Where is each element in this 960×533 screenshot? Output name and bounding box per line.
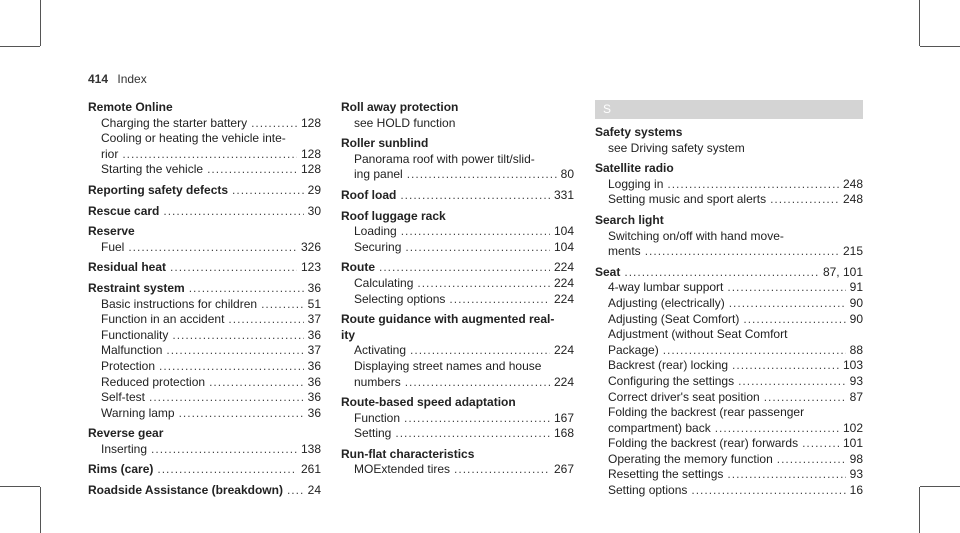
- index-entry: [88, 281, 321, 421]
- index-subentry-line: [341, 343, 574, 359]
- index-subentry[interactable]: Loading: [354, 224, 397, 239]
- index-subentry[interactable]: Adjusting (Seat Comfort): [608, 311, 740, 326]
- page-ref[interactable]: 101: [842, 436, 863, 451]
- leader-dots: [802, 436, 839, 452]
- index-subentry[interactable]: Charging the starter battery: [101, 115, 248, 130]
- page-ref[interactable]: 248: [842, 192, 863, 207]
- entry-gap: [88, 499, 321, 504]
- index-entry: [341, 447, 574, 478]
- leader-dots: [727, 280, 845, 296]
- index-subentry[interactable]: compartment) back: [608, 420, 711, 435]
- index-subentry-line: [595, 244, 863, 260]
- index-subentry[interactable]: Protection: [101, 358, 156, 373]
- page-ref[interactable]: 80: [560, 167, 574, 182]
- index-entry-title[interactable]: Route guidance with augmented real-: [341, 312, 555, 327]
- page-ref[interactable]: 93: [849, 373, 863, 388]
- index-subentry[interactable]: Malfunction: [101, 343, 163, 358]
- index-entry: [341, 136, 574, 183]
- index-subentry[interactable]: Setting options: [608, 483, 688, 498]
- page-ref[interactable]: 168: [553, 426, 574, 441]
- index-entry-title-line: [88, 281, 321, 297]
- leader-dots: [122, 147, 297, 163]
- index-entry-title-line: [341, 100, 574, 116]
- crop-mark: [40, 487, 41, 533]
- index-subentry-line: [595, 312, 863, 328]
- leader-dots: [407, 167, 557, 183]
- page-ref[interactable]: 261: [300, 462, 321, 477]
- index-subentry[interactable]: Panorama roof with power tilt/slid-: [354, 151, 535, 166]
- index-subentry[interactable]: Folding the backrest (rear passenger: [608, 405, 805, 420]
- leader-dots: [417, 276, 550, 292]
- index-subentry-line: [88, 359, 321, 375]
- index-subentry[interactable]: Setting: [354, 426, 392, 441]
- leader-dots: [691, 483, 845, 499]
- crop-mark: [919, 487, 920, 533]
- index-entry: [341, 312, 574, 390]
- index-entry: [88, 183, 321, 199]
- leader-dots: [151, 442, 297, 458]
- page-ref[interactable]: 103: [842, 358, 863, 373]
- page-ref[interactable]: 104: [553, 224, 574, 239]
- leader-dots: [454, 462, 550, 478]
- index-entry: [595, 161, 863, 208]
- index-entry: [88, 426, 321, 457]
- index-subentry-line: [341, 462, 574, 478]
- index-entry: [595, 213, 863, 260]
- leader-dots: [410, 343, 550, 359]
- page-ref[interactable]: 93: [849, 467, 863, 482]
- index-subentry-line: [341, 276, 574, 292]
- index-entry: [341, 100, 574, 131]
- index-subentry[interactable]: rior: [101, 146, 119, 161]
- index-subentry-line: [595, 296, 863, 312]
- index-entry-title-line: [341, 188, 574, 204]
- index-subentry[interactable]: Configuring the settings: [608, 373, 735, 388]
- index-subentry[interactable]: Self-test: [101, 390, 146, 405]
- leader-dots: [732, 358, 839, 374]
- index-entry: [88, 100, 321, 178]
- page-ref[interactable]: 24: [307, 483, 321, 498]
- index-subentry[interactable]: Calculating: [354, 275, 414, 290]
- index-entry: [595, 125, 863, 156]
- page-ref[interactable]: 36: [307, 358, 321, 373]
- index-entry-title[interactable]: Route-based speed adaptation: [341, 395, 516, 410]
- index-entry-title-line: [595, 213, 863, 229]
- index-entry-title[interactable]: Run-flat characteristics: [341, 446, 475, 461]
- index-subentry[interactable]: Cooling or heating the vehicle inte-: [101, 131, 286, 146]
- leader-dots: [663, 343, 846, 359]
- index-entry-title-line: [88, 426, 321, 442]
- index-entry-title-line: [341, 395, 574, 411]
- page-number: 414: [88, 72, 109, 86]
- leader-dots: [764, 390, 846, 406]
- page-header: [88, 72, 147, 86]
- leader-dots: [729, 296, 846, 312]
- index-entry-title[interactable]: Search light: [595, 212, 664, 227]
- index-subentry-line: [88, 312, 321, 328]
- index-letter-heading: S: [595, 100, 863, 119]
- leader-dots: [401, 224, 550, 240]
- index-subentry-line: [88, 297, 321, 313]
- index-column-1: [88, 100, 321, 504]
- index-subentry-line: [595, 327, 863, 343]
- page-ref[interactable]: 37: [307, 343, 321, 358]
- index-subentry-line: [595, 405, 863, 421]
- index-subentry-line: [88, 375, 321, 391]
- index-subentry-line: [341, 292, 574, 308]
- entry-gap: [595, 499, 863, 504]
- page-ref[interactable]: 91: [849, 280, 863, 295]
- index-subentry-line: [595, 467, 863, 483]
- index-entry: [595, 265, 863, 499]
- index-subentry-line: [88, 390, 321, 406]
- index-subentry[interactable]: Setting music and sport alerts: [608, 192, 767, 207]
- leader-dots: [624, 265, 819, 281]
- index-subentry[interactable]: Displaying street names and house: [354, 358, 542, 373]
- crop-mark: [920, 46, 960, 47]
- page-ref[interactable]: 88: [849, 342, 863, 357]
- index-subentry[interactable]: ing panel: [354, 167, 403, 182]
- index-subentry-line: [341, 116, 574, 132]
- page-ref[interactable]: 326: [300, 239, 321, 254]
- page-ref[interactable]: 224: [553, 260, 574, 275]
- index-entry-title-line: [341, 260, 574, 276]
- index-subentry-line: [88, 162, 321, 178]
- index-entry-title-line: [341, 136, 574, 152]
- index-entry-title[interactable]: Roll away protection: [341, 100, 459, 114]
- index-subentry[interactable]: Package): [608, 342, 659, 357]
- index-subentry[interactable]: Selecting options: [354, 291, 446, 306]
- index-entry-title[interactable]: Reverse gear: [88, 426, 164, 441]
- page-ref[interactable]: 128: [300, 146, 321, 161]
- index-subentry[interactable]: Folding the backrest (rear) forwards: [608, 436, 799, 451]
- index-entry-title[interactable]: Safety systems: [595, 125, 683, 139]
- index-entry-title[interactable]: Remote Online: [88, 100, 173, 114]
- index-subentry-line: [341, 411, 574, 427]
- index-subentry-line: [595, 229, 863, 245]
- index-entry: [341, 395, 574, 442]
- index-subentry[interactable]: see HOLD function: [354, 115, 456, 130]
- index-entry-title[interactable]: Roller sunblind: [341, 136, 429, 151]
- index-subentry[interactable]: Fuel: [101, 239, 125, 254]
- leader-dots: [395, 426, 550, 442]
- index-subentry[interactable]: 4-way lumbar support: [608, 280, 724, 295]
- crop-mark: [920, 486, 960, 487]
- page-ref[interactable]: 36: [307, 374, 321, 389]
- leader-dots: [400, 188, 550, 204]
- leader-dots: [287, 483, 304, 499]
- page-ref[interactable]: 36: [307, 327, 321, 342]
- leader-dots: [149, 390, 304, 406]
- index-subentry[interactable]: Resetting the settings: [608, 467, 724, 482]
- index-subentry-line: [595, 374, 863, 390]
- leader-dots: [405, 240, 550, 256]
- leader-dots: [251, 116, 297, 132]
- leader-dots: [261, 297, 304, 313]
- page-ref[interactable]: 215: [842, 244, 863, 259]
- index-entry: [341, 188, 574, 204]
- index-entry-title-cont[interactable]: ity: [341, 327, 356, 342]
- index-entry-title[interactable]: Roof load: [341, 187, 397, 202]
- index-entry-title[interactable]: Reserve: [88, 224, 135, 239]
- leader-dots: [232, 183, 304, 199]
- index-subentry-line: [595, 452, 863, 468]
- index-entry-title-line: [595, 125, 863, 141]
- page-ref[interactable]: 90: [849, 295, 863, 310]
- index-column-3: [595, 100, 863, 504]
- leader-dots: [179, 406, 304, 422]
- index-subentry-line: [595, 483, 863, 499]
- crop-mark: [0, 46, 40, 47]
- index-entry-title-line: [595, 265, 863, 281]
- page-ref[interactable]: 331: [553, 187, 574, 202]
- index-entry: [88, 204, 321, 220]
- index-subentry-line: [88, 328, 321, 344]
- index-subentry[interactable]: Securing: [354, 239, 402, 254]
- index-subentry[interactable]: ments: [608, 244, 641, 259]
- page-ref[interactable]: 167: [553, 410, 574, 425]
- leader-dots: [128, 240, 297, 256]
- index-subentry[interactable]: Warning lamp: [101, 405, 175, 420]
- page-ref[interactable]: 36: [307, 280, 321, 295]
- index-subentry-line: [341, 152, 574, 168]
- index-entry-title-line: [341, 328, 574, 344]
- index-subentry-line: [88, 116, 321, 132]
- index-entry-title[interactable]: Roadside Assistance (breakdown): [88, 483, 283, 498]
- leader-dots: [170, 260, 297, 276]
- leader-dots: [157, 462, 297, 478]
- index-subentry[interactable]: Logging in: [608, 176, 664, 191]
- index-entry-title-line: [341, 447, 574, 463]
- index-subentry-line: [341, 375, 574, 391]
- index-subentry-line: [341, 359, 574, 375]
- index-entry: [88, 260, 321, 276]
- page-ref[interactable]: 51: [307, 296, 321, 311]
- index-subentry-line: [341, 224, 574, 240]
- leader-dots: [163, 204, 303, 220]
- index-subentry[interactable]: Correct driver's seat position: [608, 389, 760, 404]
- leader-dots: [166, 343, 303, 359]
- page-ref[interactable]: 138: [300, 441, 321, 456]
- index-entry-title-line: [88, 260, 321, 276]
- page-ref[interactable]: 102: [842, 420, 863, 435]
- index-subentry-line: [341, 240, 574, 256]
- index-subentry[interactable]: Inserting: [101, 441, 148, 456]
- index-entry-title[interactable]: Rims (care): [88, 462, 154, 477]
- leader-dots: [770, 192, 839, 208]
- index-entry: [88, 462, 321, 478]
- index-subentry-line: [88, 131, 321, 147]
- index-entry-title[interactable]: Reporting safety defects: [88, 182, 229, 197]
- index-subentry-line: [88, 240, 321, 256]
- index-subentry[interactable]: Starting the vehicle: [101, 162, 204, 177]
- index-entry-title-line: [88, 100, 321, 116]
- index-entry-title-line: [88, 483, 321, 499]
- leader-dots: [189, 281, 304, 297]
- page-ref[interactable]: 128: [300, 115, 321, 130]
- leader-dots: [743, 312, 845, 328]
- index-subentry[interactable]: see Driving safety system: [608, 140, 745, 155]
- page-ref[interactable]: 87, 101: [822, 264, 863, 279]
- page-ref[interactable]: 123: [300, 260, 321, 275]
- leader-dots: [727, 467, 845, 483]
- index-subentry-line: [341, 167, 574, 183]
- index-subentry[interactable]: Adjustment (without Seat Comfort: [608, 327, 788, 342]
- leader-dots: [159, 359, 304, 375]
- leader-dots: [777, 452, 846, 468]
- index-entry: [88, 483, 321, 499]
- leader-dots: [738, 374, 846, 390]
- index-subentry-line: [595, 358, 863, 374]
- index-entry-title[interactable]: Residual heat: [88, 260, 167, 275]
- index-entry-title[interactable]: Restraint system: [88, 280, 185, 295]
- page-ref[interactable]: 87: [849, 389, 863, 404]
- index-entry-title-line: [341, 209, 574, 225]
- index-subentry[interactable]: Switching on/off with hand move-: [608, 228, 784, 243]
- index-subentry-line: [595, 177, 863, 193]
- index-subentry[interactable]: MOExtended tires: [354, 462, 451, 477]
- leader-dots: [207, 162, 297, 178]
- leader-dots: [667, 177, 839, 193]
- page-ref[interactable]: 224: [553, 343, 574, 358]
- page-ref[interactable]: 224: [553, 374, 574, 389]
- index-subentry-line: [595, 280, 863, 296]
- index-subentry-line: [595, 141, 863, 157]
- index-subentry[interactable]: Function in an accident: [101, 312, 225, 327]
- index-entry-title-line: [88, 224, 321, 240]
- page-ref[interactable]: 248: [842, 176, 863, 191]
- index-entry-title-line: [595, 161, 863, 177]
- page-ref[interactable]: 267: [553, 462, 574, 477]
- leader-dots: [449, 292, 550, 308]
- leader-dots: [645, 244, 839, 260]
- section-title: Index: [117, 72, 147, 86]
- index-entry-title[interactable]: Satellite radio: [595, 161, 674, 176]
- page-ref[interactable]: 128: [300, 162, 321, 177]
- index-subentry[interactable]: Backrest (rear) locking: [608, 358, 729, 373]
- index-subentry-line: [88, 147, 321, 163]
- index-subentry-line: [88, 343, 321, 359]
- entry-gap: [341, 478, 574, 483]
- index-subentry[interactable]: numbers: [354, 374, 401, 389]
- page-ref[interactable]: 30: [307, 203, 321, 218]
- page-ref[interactable]: 224: [553, 275, 574, 290]
- index-column-2: [341, 100, 574, 483]
- leader-dots: [209, 375, 304, 391]
- index-subentry-line: [88, 406, 321, 422]
- page-ref[interactable]: 224: [553, 291, 574, 306]
- page-ref[interactable]: 90: [849, 311, 863, 326]
- index-entry: [341, 209, 574, 256]
- index-subentry[interactable]: Functionality: [101, 327, 169, 342]
- index-entry-title-line: [341, 312, 574, 328]
- index-entry-title[interactable]: Roof luggage rack: [341, 208, 446, 223]
- index-subentry[interactable]: Basic instructions for children: [101, 296, 258, 311]
- page-ref[interactable]: 16: [849, 483, 863, 498]
- page-ref[interactable]: 36: [307, 390, 321, 405]
- page-ref[interactable]: 37: [307, 312, 321, 327]
- leader-dots: [379, 260, 550, 276]
- index-subentry-line: [595, 390, 863, 406]
- page-ref[interactable]: 29: [307, 182, 321, 197]
- crop-mark: [0, 486, 40, 487]
- page-ref[interactable]: 104: [553, 239, 574, 254]
- index-entry: [88, 224, 321, 255]
- index-entry: [341, 260, 574, 307]
- index-subentry-line: [88, 442, 321, 458]
- index-entry-title-line: [88, 183, 321, 199]
- index-subentry[interactable]: Adjusting (electrically): [608, 295, 725, 310]
- index-subentry[interactable]: Function: [354, 410, 401, 425]
- leader-dots: [404, 411, 550, 427]
- page-ref[interactable]: 98: [849, 451, 863, 466]
- index-entry-title[interactable]: Rescue card: [88, 203, 160, 218]
- leader-dots: [228, 312, 303, 328]
- index-subentry-line: [595, 192, 863, 208]
- index-subentry-line: [341, 426, 574, 442]
- index-subentry-line: [595, 436, 863, 452]
- index-entry-title-line: [88, 462, 321, 478]
- index-subentry-line: [595, 421, 863, 437]
- index-subentry[interactable]: Operating the memory function: [608, 451, 773, 466]
- page-ref[interactable]: 36: [307, 405, 321, 420]
- crop-mark: [40, 0, 41, 46]
- index-subentry-line: [595, 343, 863, 359]
- index-subentry[interactable]: Activating: [354, 343, 407, 358]
- index-subentry[interactable]: Reduced protection: [101, 374, 206, 389]
- leader-dots: [172, 328, 303, 344]
- crop-mark: [919, 0, 920, 46]
- leader-dots: [715, 421, 839, 437]
- index-entry-title[interactable]: Route: [341, 260, 375, 275]
- leader-dots: [405, 375, 550, 391]
- index-entry-title[interactable]: Seat: [595, 264, 621, 279]
- index-entry-title-line: [88, 204, 321, 220]
